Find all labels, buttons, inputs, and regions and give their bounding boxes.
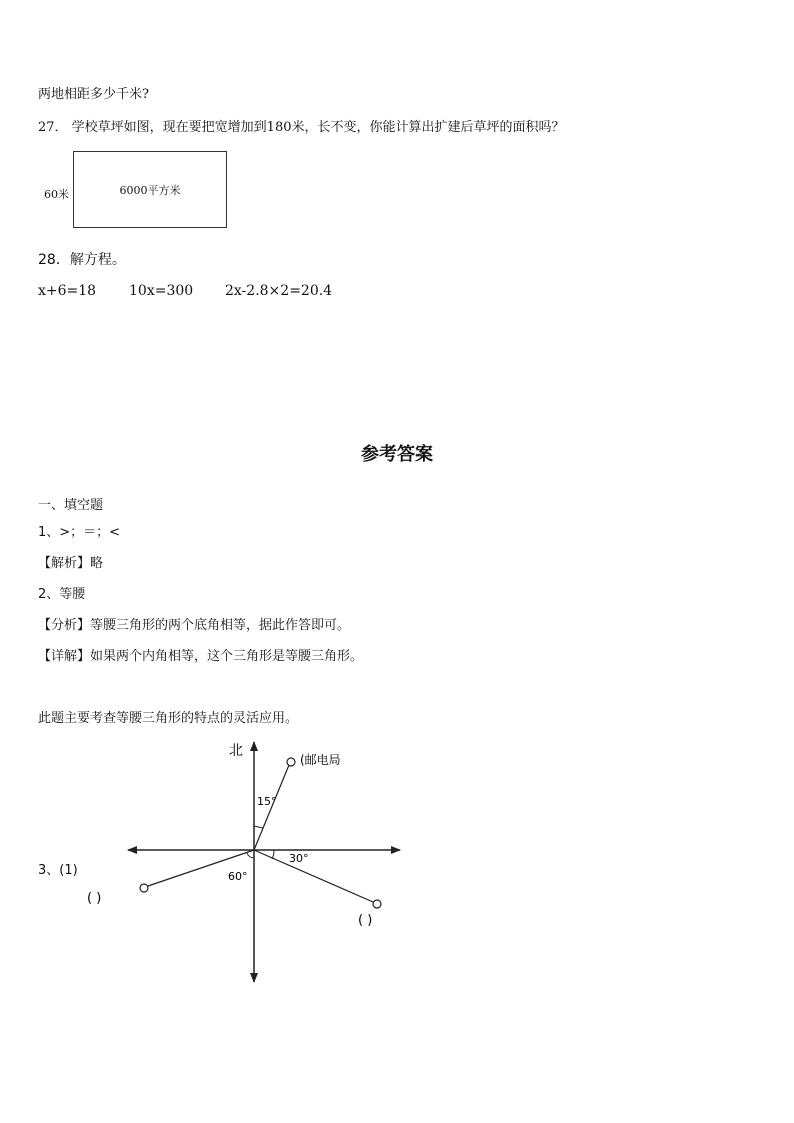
- answer-2-analysis: 【分析】等腰三角形的两个底角相等，据此作答即可。: [38, 618, 351, 633]
- q28-title: 28．解方程。: [38, 252, 126, 268]
- answer-2: 2、等腰: [38, 587, 86, 602]
- angle-30-label: 30°: [289, 852, 309, 865]
- equation-1: x+6=18: [38, 283, 97, 299]
- angle-60-label: 60°: [228, 870, 248, 883]
- q26-tail: 两地相距多少千米?: [38, 87, 149, 102]
- blank-right: ( ): [358, 913, 373, 928]
- lawn-width-label: 60米: [44, 188, 69, 201]
- answer-1: 1、>；＝；<: [38, 525, 121, 540]
- answer-2-detail: 【详解】如果两个内角相等，这个三角形是等腰三角形。: [38, 649, 364, 664]
- answers-title: 参考答案: [361, 444, 433, 465]
- north-label: 北: [229, 743, 243, 759]
- post-office-label: (邮电局: [300, 753, 341, 767]
- q27-text: 27． 学校草坪如图，现在要把宽增加到180米，长不变，你能计算出扩建后草坪的面积吗？: [38, 120, 565, 135]
- angle-15-label: 15°: [257, 795, 277, 808]
- right-ray: [254, 850, 373, 902]
- angle-15-arc: [254, 826, 263, 828]
- post-office-point: [287, 758, 295, 766]
- angle-30-arc: [272, 850, 274, 859]
- answer-1-analysis: 【解析】略: [38, 556, 104, 571]
- equation-3: 2x-2.8×2=20.4: [225, 283, 333, 299]
- equation-2: 10x=300: [129, 283, 194, 299]
- left-point: [140, 884, 148, 892]
- blank-left: ( ): [87, 891, 102, 906]
- answer-3-label: 3、(1): [38, 863, 78, 878]
- right-point: [373, 900, 381, 908]
- section-fill-blank: 一、填空题: [38, 498, 104, 513]
- answer-2-summary: 此题主要考查等腰三角形的特点的灵活应用。: [38, 711, 299, 726]
- angle-60-arc: [247, 853, 254, 858]
- lawn-area-label: 6000平方米: [119, 183, 181, 197]
